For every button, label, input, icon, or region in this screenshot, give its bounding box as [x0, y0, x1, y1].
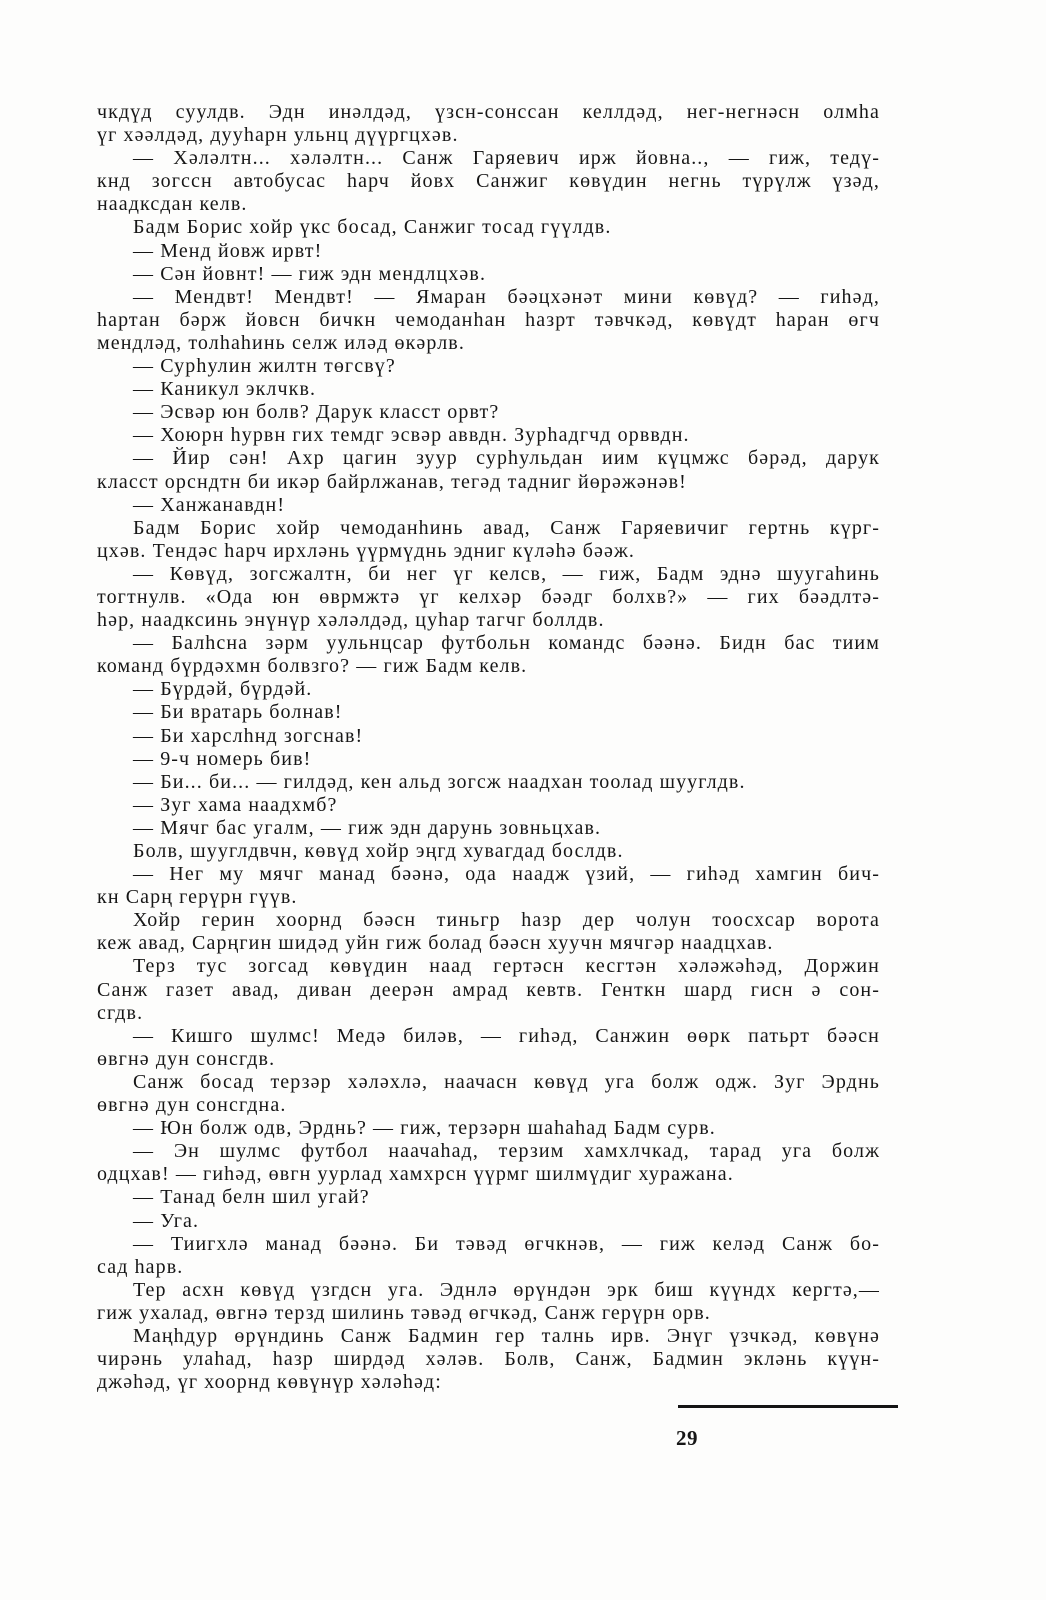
paragraph	[97, 424, 880, 447]
paragraph	[97, 1186, 880, 1209]
text-line: — 9-ч номерь бив!	[133, 747, 312, 770]
paragraph	[97, 1279, 880, 1325]
text-line: цхәв. Тендәс һарч ирхләнь үүрмүднь эдниг күләһә бәәж.	[97, 539, 635, 562]
text-line: джәһәд, үг хоорнд көвүнүр хәләһәд:	[97, 1371, 442, 1394]
text-line: Тер асхн көвүд үзгдсн уга. Эднлә өрүндән эрк биш күүндх кергтә,—	[133, 1278, 880, 1301]
text-line: тогтнулв. «Ода юн өврмжтә үг келхәр бәәдг болхв?» — гих бәәдлтә-	[97, 585, 880, 608]
paragraph	[97, 216, 880, 239]
paragraph	[97, 494, 880, 517]
paragraph	[97, 355, 880, 378]
text-line: — Зуг хама наадхмб?	[133, 793, 338, 816]
text-line: — Танад белн шил угай?	[133, 1186, 370, 1209]
text-line: — Би харслһнд зогснав!	[133, 724, 364, 747]
text-line: — Би вратарь болнав!	[133, 701, 343, 724]
text-line: — Бүрдәй, бүрдәй.	[133, 678, 313, 701]
paragraph	[97, 909, 880, 955]
text-line: — Уга.	[133, 1209, 200, 1232]
text-line: сгдв.	[97, 1001, 144, 1024]
text-line: — Мячг бас угалм, — гиж эдн дарунь зовньцхав.	[133, 816, 602, 839]
paragraph	[97, 840, 880, 863]
text-line: гиж ухалад, өвгнә терзд шилинь тәвәд өгчкәд, Санж герүрн орв.	[97, 1301, 711, 1324]
paragraph	[97, 1210, 880, 1233]
text-line: Хойр герин хоорнд бәәсн тиньгр һазр дер чолун тоосхсар ворота	[133, 909, 880, 932]
text-line: Болв, шууглдвчн, көвүд хойр эңгд хувагдад бослдв.	[133, 840, 624, 862]
text-line: — Сән йовнт! — гиж эдн мендлцхәв.	[133, 262, 487, 285]
paragraph	[97, 817, 880, 840]
text-line: — Сурһулин жилтн төгсвү?	[133, 355, 396, 378]
text-line: — Ханжанавдн!	[133, 493, 286, 516]
text-line: — Эн шулмс футбол наачаһад, терзим хамхлчкад, тарад уга болж	[133, 1140, 880, 1163]
text-line: — Хоюрн һурвн гих темдг эсвәр аввдн. Зурһадгчд орввдн.	[133, 424, 690, 447]
paragraph	[97, 1140, 880, 1186]
paragraph	[97, 863, 880, 909]
paragraph	[97, 263, 880, 286]
text-line: одцхав! — гиһәд, өвгн уурлад хамхрсн үүрмг шилмүдиг хуражана.	[97, 1163, 734, 1186]
text-line: өвгнә дун сонсгдв.	[97, 1047, 276, 1070]
text-line: — Каникул эклчкв.	[133, 378, 317, 401]
text-line: Бадм Борис хойр үкс босад, Санжиг тосад гүүлдв.	[133, 216, 612, 239]
text-line: — Кишго шулмс! Медә биләв, — гиһәд, Санжин өөрк патьрт бәәсн	[133, 1024, 880, 1047]
text-line: һәр, наадксинь энүнүр хәләлдәд, цуһар тагчг боллдв.	[97, 609, 605, 632]
paragraph	[97, 1025, 880, 1071]
text-line: Санж босад терзәр хәләхлә, наачасн көвүд уга болж одж. Зуг Эрднь	[133, 1070, 880, 1093]
paragraph	[97, 1325, 880, 1394]
text-line: чирәнь улаһад, һазр ширдәд хәләв. Болв, Санж, Бадмин экләнь күүн-	[97, 1348, 880, 1371]
text-line: — Менд йовж ирвт!	[133, 239, 323, 262]
footer-rule	[678, 1405, 898, 1408]
text-line: кеж авад, Сарңгин шидәд уйн гиж болад бәәсн хуучн мячгәр наадцхав.	[97, 932, 774, 955]
text-line: — Би... би... — гилдәд, кен альд зогсж наадхан тоолад шууглдв.	[133, 770, 746, 793]
text-line: — Юн болж одв, Эрднь? — гиж, терзәрн шаһаһад Бадм сурв.	[133, 1117, 716, 1140]
text-line: мендләд, толһаһинь селж иләд өкәрлв.	[97, 331, 465, 354]
paragraph	[97, 748, 880, 771]
paragraph	[97, 563, 880, 632]
paragraph	[97, 517, 880, 563]
text-line: кнд зогссн автобусас һарч йовх Санжиг көвүдин негнь түрүлж үзәд,	[97, 170, 880, 193]
paragraph	[97, 632, 880, 678]
text-line: өвгнә дун сонсгдна.	[97, 1094, 287, 1117]
paragraph	[97, 401, 880, 424]
paragraph	[97, 678, 880, 701]
paragraph	[97, 955, 880, 1024]
text-line: — Балһсна зәрм уульнцсар футбольн командс бәәнә. Бидн бас тиим	[133, 632, 880, 655]
text-line: сад һарв.	[97, 1255, 184, 1278]
text-line: Бадм Борис хойр чемоданһинь авад, Санж Гаряевичиг гертнь күрг-	[133, 516, 880, 539]
paragraph	[97, 725, 880, 748]
paragraph	[97, 701, 880, 724]
text-line: класст орсндтн би икәр байрлжанав, тегәд тадниг йөрәжәнәв!	[97, 470, 687, 493]
paragraph	[97, 1071, 880, 1117]
page-number: 29	[676, 1426, 698, 1450]
text-line: һартан бәрж йовсн бичкн чемоданһан һазрт тәвчкәд, көвүдт һаран өгч	[97, 308, 880, 331]
paragraph	[97, 771, 880, 794]
text-line: Санж газет авад, диван деерән амрад кевтв. Генткн шард гисн ә сон-	[97, 978, 880, 1001]
paragraph	[97, 101, 880, 147]
paragraph	[97, 447, 880, 493]
text-line: — Нег му мячг манад бәәнә, ода наадж үзий, — гиһәд хамгин бич-	[133, 863, 880, 886]
paragraph	[97, 794, 880, 817]
text-line: Маңһдур өрүндинь Санж Бадмин гер талнь ирв. Энүг үзчкәд, көвүнә	[133, 1324, 880, 1347]
text-line: — Хәләлтн... хәләлтн... Санж Гаряевич ирж йовна.., — гиж, тедү-	[133, 147, 880, 170]
text-line: — Йир сән! Ахр цагин зуур сурһульдан иим күцмжс бәрәд, дарук	[133, 447, 880, 470]
paragraph	[97, 147, 880, 216]
text-line: үг хәәлдәд, дууһарн ульнц дүүргцхәв.	[97, 124, 459, 147]
text-line: — Көвүд, зогсжалтн, би нег үг келсв, — гиж, Бадм эднә шуугаһинь	[133, 562, 880, 585]
text-line: — Тиигхлә манад бәәнә. Би тәвәд өгчкнәв, — гиж келәд Санж бо-	[133, 1232, 880, 1255]
text-line: кн Сарң герүрн гүүв.	[97, 886, 298, 909]
text-line: — Мендвт! Мендвт! — Ямаран бәәцхәнәт мини көвүд? — гиһәд,	[133, 285, 880, 308]
text-line: Терз тус зогсад көвүдин наад гертәсн кесгтән хәләжәһәд, Доржин	[133, 955, 880, 978]
text-line: наадксдан келв.	[97, 193, 248, 216]
body-text	[97, 101, 880, 1394]
text-line: — Эсвәр юн болв? Дарук класст орвт?	[133, 401, 500, 424]
paragraph	[97, 1233, 880, 1279]
paragraph	[97, 240, 880, 263]
text-line: команд бүрдәхмн болвзго? — гиж Бадм келв.	[97, 655, 528, 678]
text-line: чкдүд суулдв. Эдн инәлдәд, үзсн-сонссан келлдәд, нег-негнәсн олмһа	[97, 101, 880, 123]
paragraph	[97, 378, 880, 401]
paragraph	[97, 1117, 880, 1140]
paragraph	[97, 286, 880, 355]
